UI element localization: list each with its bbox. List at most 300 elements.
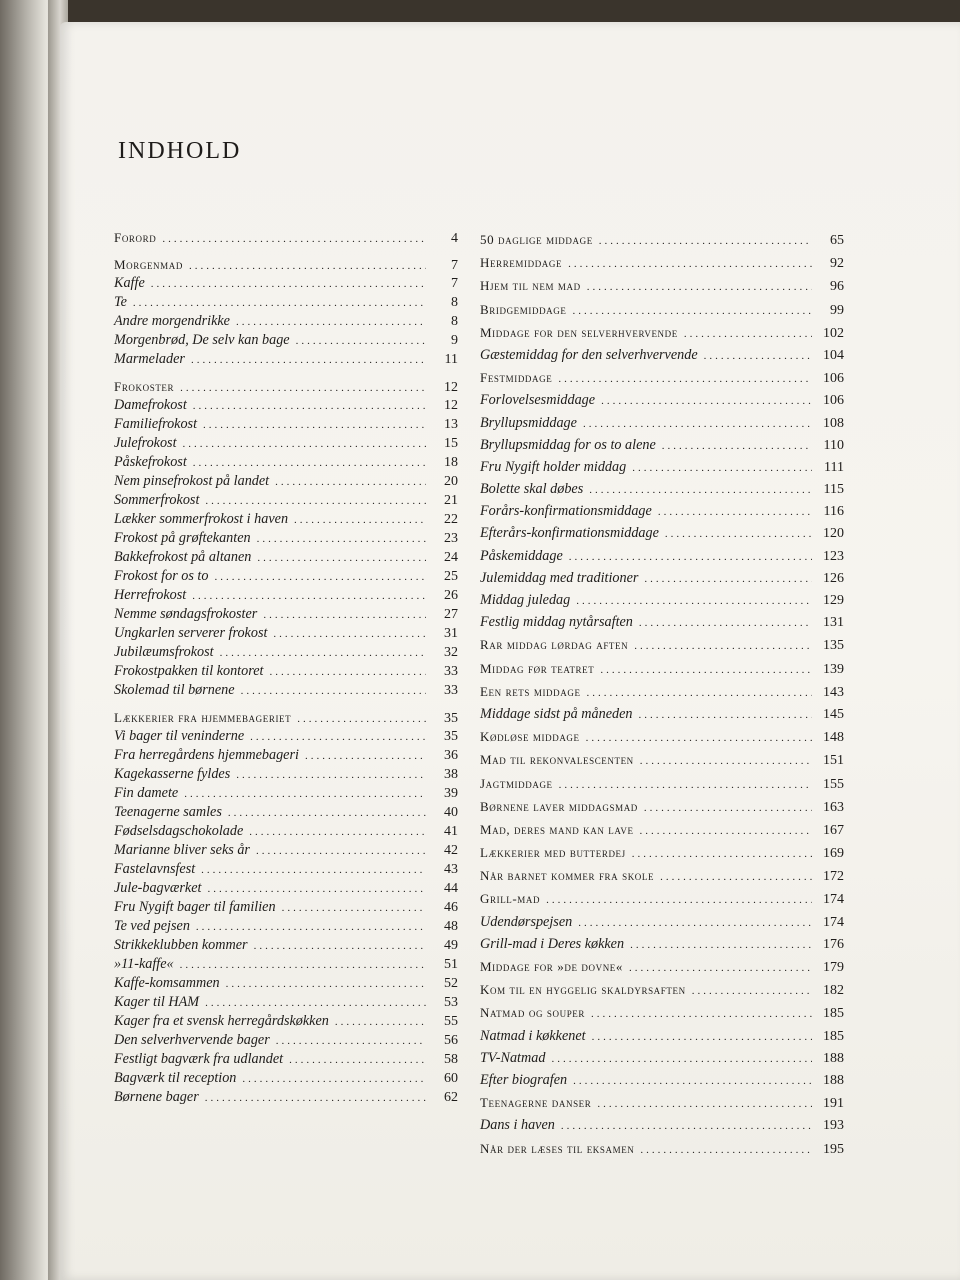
toc-entry-title: Kødløse middage: [480, 729, 580, 745]
toc-entry-title: Een rets middage: [480, 683, 581, 699]
toc-entry-title: Fødselsdagschokolade: [114, 823, 244, 839]
dot-leader: [184, 785, 426, 804]
toc-page-number: 102: [823, 325, 844, 341]
toc-page-number: 27: [444, 607, 458, 622]
dot-leader: [591, 1003, 812, 1025]
toc-subentry: [480, 389, 844, 411]
toc-entry-title: Fastelavnsfest: [114, 861, 196, 877]
toc-section-entry: [480, 322, 844, 344]
toc-entry-title: Festlig middag nytårsaften: [480, 614, 633, 631]
dot-leader: [587, 682, 812, 704]
toc-page-number: 12: [444, 398, 458, 413]
toc-subentry: [114, 746, 458, 765]
toc-subentry: [480, 456, 844, 478]
toc-entry-title: Middag juledag: [480, 592, 571, 608]
dot-leader: [193, 397, 426, 416]
toc-subentry: [114, 396, 458, 415]
toc-entry-title: Sommerfrokost: [114, 492, 200, 508]
toc-entry-title: Te ved pejsen: [114, 918, 190, 934]
toc-entry-title: Mad til rekonvalescenten: [480, 752, 634, 768]
dot-leader: [597, 1093, 812, 1115]
toc-page-number: 106: [823, 371, 844, 387]
toc-page-number: 43: [444, 862, 458, 877]
toc-page-number: 123: [823, 548, 844, 564]
toc-page-number: 25: [444, 569, 458, 584]
toc-page-number: 116: [823, 504, 844, 520]
toc-entry-title: Lækkerier med butterdej: [480, 845, 626, 861]
toc-entry-title: Udendørspejsen: [480, 913, 573, 930]
toc-page-number: 22: [444, 512, 458, 527]
dot-leader: [162, 230, 426, 249]
toc-page-number: 31: [444, 626, 458, 641]
toc-page-number: 188: [823, 1050, 844, 1066]
toc-subentry: [480, 933, 844, 955]
toc-subentry: [114, 548, 458, 567]
toc-entry-title: Middage sidst på måneden: [480, 705, 633, 722]
toc-entry-title: Strikkeklubben kommer: [114, 937, 248, 953]
toc-entry-title: Nemme søndagsfrokoster: [114, 606, 258, 622]
toc-entry-title: Bagværk til reception: [114, 1070, 237, 1086]
toc-page-number: 41: [444, 824, 458, 839]
toc-page-number: 55: [444, 1014, 458, 1029]
toc-subentry: [114, 1069, 458, 1088]
toc-page-number: 15: [444, 436, 458, 451]
toc-page-number: 120: [823, 526, 844, 542]
toc-page-number: 49: [444, 938, 458, 953]
toc-page-number: 131: [823, 615, 844, 631]
toc-entry-title: Morgenbrød, De selv kan bage: [114, 332, 290, 348]
toc-section-entry: [480, 1092, 844, 1114]
toc-entry-title: Jubilæumsfrokost: [114, 644, 214, 660]
toc-page-number: 53: [444, 995, 458, 1010]
toc-entry-title: Lækker sommerfrokost i haven: [114, 511, 289, 527]
dot-leader: [640, 750, 812, 772]
toc-page-number: 115: [823, 482, 844, 498]
toc-page-number: 145: [823, 706, 844, 722]
toc-section-entry: [480, 634, 844, 656]
toc-section-entry: [480, 749, 844, 771]
toc-entry-title: Kaffe-komsammen: [114, 975, 220, 991]
toc-entry-title: Kager til HAM: [114, 994, 200, 1010]
toc-section-entry: [114, 708, 458, 727]
toc-entry-title: Herrefrokost: [114, 587, 187, 603]
toc-page-number: 96: [830, 279, 844, 295]
dot-leader: [632, 843, 812, 865]
toc-page-number: 38: [444, 767, 458, 782]
toc-entry-title: Damefrokost: [114, 397, 187, 413]
dot-leader: [151, 275, 426, 294]
dot-leader: [257, 530, 426, 549]
toc-section-entry: [480, 726, 844, 748]
toc-section-entry: [114, 228, 458, 247]
dot-leader: [561, 1115, 812, 1137]
toc-page-number: 143: [823, 684, 844, 700]
dot-leader: [644, 568, 812, 590]
toc-entry-title: Efter biografen: [480, 1071, 568, 1088]
dot-leader: [684, 323, 812, 345]
toc-section-entry: [480, 979, 844, 1001]
dot-leader: [228, 804, 426, 823]
toc-entry-title: Bridgemiddage: [480, 301, 567, 317]
toc-page-number: 106: [823, 393, 844, 409]
toc-entry-title: Morgenmad: [114, 257, 183, 272]
toc-page-number: 191: [823, 1096, 844, 1112]
toc-entry-title: »11-kaffe«: [114, 956, 174, 972]
toc-entry-title: Kom til en hyggelig skaldyrsaften: [480, 982, 686, 998]
toc-page-number: 42: [444, 843, 458, 858]
toc-subentry: [114, 415, 458, 434]
toc-page-number: 7: [451, 276, 458, 291]
dot-leader: [263, 606, 426, 625]
toc-entry-title: Bolette skal døbes: [480, 481, 584, 498]
toc-section-entry: [480, 229, 844, 251]
toc-section-entry: [480, 681, 844, 703]
toc-entry-title: Fin damete: [114, 785, 179, 801]
dot-leader: [601, 390, 812, 412]
toc-subentry: [114, 879, 458, 898]
toc-entry-title: Fru Nygift holder middag: [480, 458, 627, 475]
toc-subentry: [480, 567, 844, 589]
toc-page-number: 44: [444, 881, 458, 896]
toc-subentry: [480, 545, 844, 567]
toc-page-number: 174: [823, 914, 844, 930]
dot-leader: [192, 587, 426, 606]
toc-page-number: 12: [444, 380, 458, 395]
toc-entry-title: Ungkarlen serverer frokost: [114, 625, 268, 641]
dot-leader: [254, 937, 426, 956]
toc-page-number: 35: [444, 711, 458, 726]
dot-leader: [662, 435, 812, 457]
toc-page-number: 20: [444, 474, 458, 489]
dot-leader: [639, 612, 812, 634]
toc-entry-title: Natmad i køkkenet: [480, 1027, 586, 1044]
toc-section-entry: [480, 299, 844, 321]
toc-subentry: [114, 898, 458, 917]
toc-subentry: [114, 1088, 458, 1107]
dot-leader: [576, 590, 812, 612]
dot-leader: [249, 823, 426, 842]
toc-page-number: 104: [823, 347, 844, 363]
toc-entry-title: Den selverhvervende bager: [114, 1032, 270, 1048]
dot-leader: [220, 644, 426, 663]
toc-entry-title: Grill-mad i Deres køkken: [480, 935, 625, 952]
toc-subentry: [114, 624, 458, 643]
toc-entry-title: Middag før teatret: [480, 660, 595, 676]
toc-entry-title: Grill-mad: [480, 891, 541, 907]
toc-section-entry: [480, 865, 844, 887]
toc-section-entry: [480, 658, 844, 680]
toc-page-number: 24: [444, 550, 458, 565]
dot-leader: [205, 492, 426, 511]
toc-page-number: 62: [444, 1090, 458, 1105]
toc-entry-title: Middage for »de dovne«: [480, 959, 624, 974]
toc-page-number: 155: [823, 776, 844, 792]
toc-subentry: [114, 274, 458, 293]
toc-page-number: 48: [444, 919, 458, 934]
toc-page-number: 23: [444, 531, 458, 546]
toc-subentry: [114, 917, 458, 936]
toc-subentry: [114, 312, 458, 331]
dot-leader: [133, 294, 426, 313]
toc-entry-title: Dans i haven: [480, 1117, 555, 1134]
dot-leader: [250, 728, 426, 747]
dot-leader: [578, 912, 812, 934]
toc-page-number: 51: [444, 957, 458, 972]
toc-entry-title: TV-Natmad: [480, 1049, 546, 1066]
dot-leader: [297, 710, 426, 729]
dot-leader: [282, 899, 426, 918]
toc-page-number: 148: [823, 730, 844, 746]
dot-leader: [634, 635, 812, 657]
dot-leader: [587, 276, 812, 298]
toc-entry-title: Nem pinsefrokost på landet: [114, 473, 270, 489]
toc-subentry: [114, 681, 458, 700]
toc-subentry: [114, 974, 458, 993]
toc-section-entry: [114, 377, 458, 396]
toc-page-number: 7: [451, 258, 458, 273]
toc-section-entry: [480, 956, 844, 978]
dot-leader: [599, 230, 812, 252]
dot-leader: [196, 918, 426, 937]
toc-entry-title: Forlovelsesmiddage: [480, 392, 596, 409]
toc-section-entry: [480, 1138, 844, 1160]
toc-subentry: [114, 860, 458, 879]
dot-leader: [205, 1089, 426, 1108]
toc-page-number: 8: [451, 295, 458, 310]
toc-section-entry: [480, 275, 844, 297]
dot-leader: [586, 727, 812, 749]
dot-leader: [559, 774, 812, 796]
toc-page-number: 65: [830, 233, 844, 248]
toc-subentry: [480, 522, 844, 544]
toc-entry-title: Teenagerne samles: [114, 804, 222, 820]
dot-leader: [191, 351, 426, 370]
dot-leader: [180, 379, 426, 398]
dot-leader: [214, 568, 426, 587]
dot-leader: [180, 956, 426, 975]
toc-page-number: 151: [823, 753, 844, 769]
toc-subentry: [114, 293, 458, 312]
dot-leader: [572, 300, 812, 322]
toc-entry-title: Efterårs-konfirmationsmiddage: [480, 525, 659, 542]
toc-section-entry: [480, 842, 844, 864]
toc-entry-title: Gæstemiddag for den selverhvervende: [480, 346, 698, 363]
dot-leader: [241, 682, 426, 701]
toc-subentry: [480, 434, 844, 456]
toc-section-entry: [480, 252, 844, 274]
toc-entry-title: Fru Nygift bager til familien: [114, 899, 276, 915]
toc-subentry: [480, 1114, 844, 1136]
toc-section-entry: [480, 367, 844, 389]
toc-entry-title: Vi bager til veninderne: [114, 728, 245, 744]
dot-leader: [205, 994, 426, 1013]
toc-subentry: [114, 1012, 458, 1031]
toc-entry-title: Festmiddage: [480, 370, 553, 386]
dot-leader: [583, 413, 812, 435]
toc-page-number: 195: [823, 1141, 844, 1157]
dot-leader: [242, 1070, 426, 1089]
dot-leader: [275, 473, 426, 492]
toc-page-number: 35: [444, 729, 458, 744]
toc-subentry: [114, 822, 458, 841]
toc-page-number: 11: [444, 352, 458, 367]
toc-page-number: 163: [823, 799, 844, 815]
toc-section-entry: [480, 796, 844, 818]
toc-page-number: 18: [444, 455, 458, 470]
toc-page-number: 185: [823, 1028, 844, 1044]
toc-subentry: [114, 643, 458, 662]
dot-leader: [660, 866, 812, 888]
toc-entry-title: Kaffe: [114, 275, 145, 291]
toc-section-entry: [480, 773, 844, 795]
toc-entry-title: Frokost på grøftekanten: [114, 530, 251, 546]
page-title: INDHOLD: [118, 138, 242, 164]
toc-entry-title: Påskefrokost: [114, 454, 187, 470]
toc-subentry: [480, 1047, 844, 1069]
toc-page-number: 4: [451, 231, 458, 246]
toc-entry-title: Te: [114, 294, 127, 310]
toc-page-number: 135: [823, 638, 844, 654]
dot-leader: [236, 313, 426, 332]
dot-leader: [289, 1051, 426, 1070]
toc-section-entry: [480, 888, 844, 910]
toc-subentry: [114, 841, 458, 860]
toc-page-number: 8: [451, 314, 458, 329]
toc-entry-title: Julemiddag med traditioner: [480, 569, 639, 586]
dot-leader: [189, 257, 426, 276]
dot-leader: [294, 511, 426, 530]
dot-leader: [569, 546, 812, 568]
dot-leader: [551, 1048, 812, 1070]
dot-leader: [276, 1032, 426, 1051]
toc-entry-title: Forord: [114, 230, 157, 245]
toc-page-number: 185: [823, 1006, 844, 1022]
toc-page-number: 58: [444, 1052, 458, 1067]
toc-entry-title: Når der læses til eksamen: [480, 1140, 635, 1156]
dot-leader: [629, 957, 812, 979]
toc-page-number: 33: [444, 664, 458, 679]
toc-entry-title: Familiefrokost: [114, 416, 198, 432]
toc-subentry: [114, 529, 458, 548]
toc-subentry: [114, 605, 458, 624]
toc-subentry: [114, 803, 458, 822]
toc-subentry: [480, 500, 844, 522]
dot-leader: [665, 523, 812, 545]
toc-entry-title: Festligt bagværk fra udlandet: [114, 1051, 284, 1067]
toc-subentry: [114, 727, 458, 746]
toc-page-number: 174: [823, 892, 844, 908]
toc-entry-title: Skolemad til børnene: [114, 682, 235, 698]
toc-page-number: 56: [444, 1033, 458, 1048]
dot-leader: [704, 345, 812, 367]
toc-entry-title: Bakkefrokost på altanen: [114, 549, 252, 565]
dot-leader: [273, 625, 426, 644]
toc-subentry: [480, 1069, 844, 1091]
toc-subentry: [114, 453, 458, 472]
dot-leader: [600, 659, 812, 681]
toc-page-number: 99: [830, 302, 844, 318]
toc-page-number: 13: [444, 417, 458, 432]
dot-leader: [573, 1070, 812, 1092]
toc-page-number: 172: [823, 869, 844, 885]
toc-subentry: [114, 331, 458, 350]
toc-entry-title: Kager fra et svensk herregårdskøkken: [114, 1013, 329, 1029]
dot-leader: [568, 253, 812, 275]
dot-leader: [640, 1139, 812, 1161]
toc-page-number: 92: [830, 256, 844, 272]
toc-entry-title: Bryllupsmiddage: [480, 414, 577, 431]
toc-subentry: [114, 936, 458, 955]
dot-leader: [640, 820, 812, 842]
dot-leader: [203, 416, 426, 435]
toc-entry-title: Fra herregårdens hjemmebageri: [114, 747, 299, 763]
toc-subentry: [114, 1031, 458, 1050]
dot-leader: [558, 368, 812, 390]
toc-page-number: 108: [823, 415, 844, 431]
toc-left-column: [114, 228, 458, 1107]
toc-page-number: 46: [444, 900, 458, 915]
toc-subentry: [114, 350, 458, 369]
dot-leader: [589, 479, 812, 501]
toc-subentry: [114, 955, 458, 974]
dot-leader: [658, 501, 812, 523]
toc-entry-title: Frokost for os to: [114, 568, 209, 584]
toc-entry-title: Hjem til nem mad: [480, 278, 581, 294]
dot-leader: [236, 766, 426, 785]
toc-page-number: 188: [823, 1072, 844, 1088]
dot-leader: [269, 663, 426, 682]
toc-entry-title: Marmelader: [114, 351, 185, 367]
dot-leader: [193, 454, 426, 473]
toc-entry-title: Lækkerier fra hjemmebageriet: [114, 710, 292, 725]
dot-leader: [226, 975, 426, 994]
dot-leader: [207, 880, 426, 899]
toc-entry-title: Julefrokost: [114, 435, 177, 451]
toc-entry-title: Påskemiddage: [480, 547, 563, 564]
toc-section-entry: [480, 1002, 844, 1024]
toc-entry-title: Rar middag lørdag aften: [480, 637, 629, 653]
toc-page-number: 179: [823, 960, 844, 975]
toc-subentry: [114, 472, 458, 491]
toc-page-number: 36: [444, 748, 458, 763]
toc-entry-title: Natmad og souper: [480, 1005, 585, 1021]
toc-subentry: [480, 412, 844, 434]
toc-subentry: [480, 1025, 844, 1047]
dot-leader: [296, 332, 426, 351]
toc-subentry: [480, 703, 844, 725]
toc-entry-title: Når barnet kommer fra skole: [480, 868, 655, 884]
dot-leader: [183, 435, 426, 454]
toc-subentry: [480, 478, 844, 500]
toc-entry-title: Forårs-konfirmationsmiddage: [480, 503, 652, 520]
toc-page-number: 40: [444, 805, 458, 820]
toc-entry-title: Kagekasserne fyldes: [114, 766, 231, 782]
toc-page-number: 52: [444, 976, 458, 991]
toc-entry-title: Børnene laver middagsmad: [480, 798, 638, 814]
toc-right-column: [480, 228, 844, 1160]
dot-leader: [692, 980, 812, 1002]
toc-entry-title: Mad, deres mand kan lave: [480, 821, 634, 837]
toc-entry-title: 50 daglige middage: [480, 232, 593, 247]
toc-page-number: 21: [444, 493, 458, 508]
toc-page-number: 126: [823, 570, 844, 586]
toc-page-number: 169: [823, 846, 844, 862]
toc-page-number: 139: [823, 661, 844, 677]
toc-entry-title: Teenagerne danser: [480, 1095, 592, 1111]
toc-entry-title: Marianne bliver seks år: [114, 842, 250, 858]
toc-entry-title: Bryllupsmiddag for os to alene: [480, 436, 656, 453]
toc-entry-title: Frokoster: [114, 379, 175, 394]
